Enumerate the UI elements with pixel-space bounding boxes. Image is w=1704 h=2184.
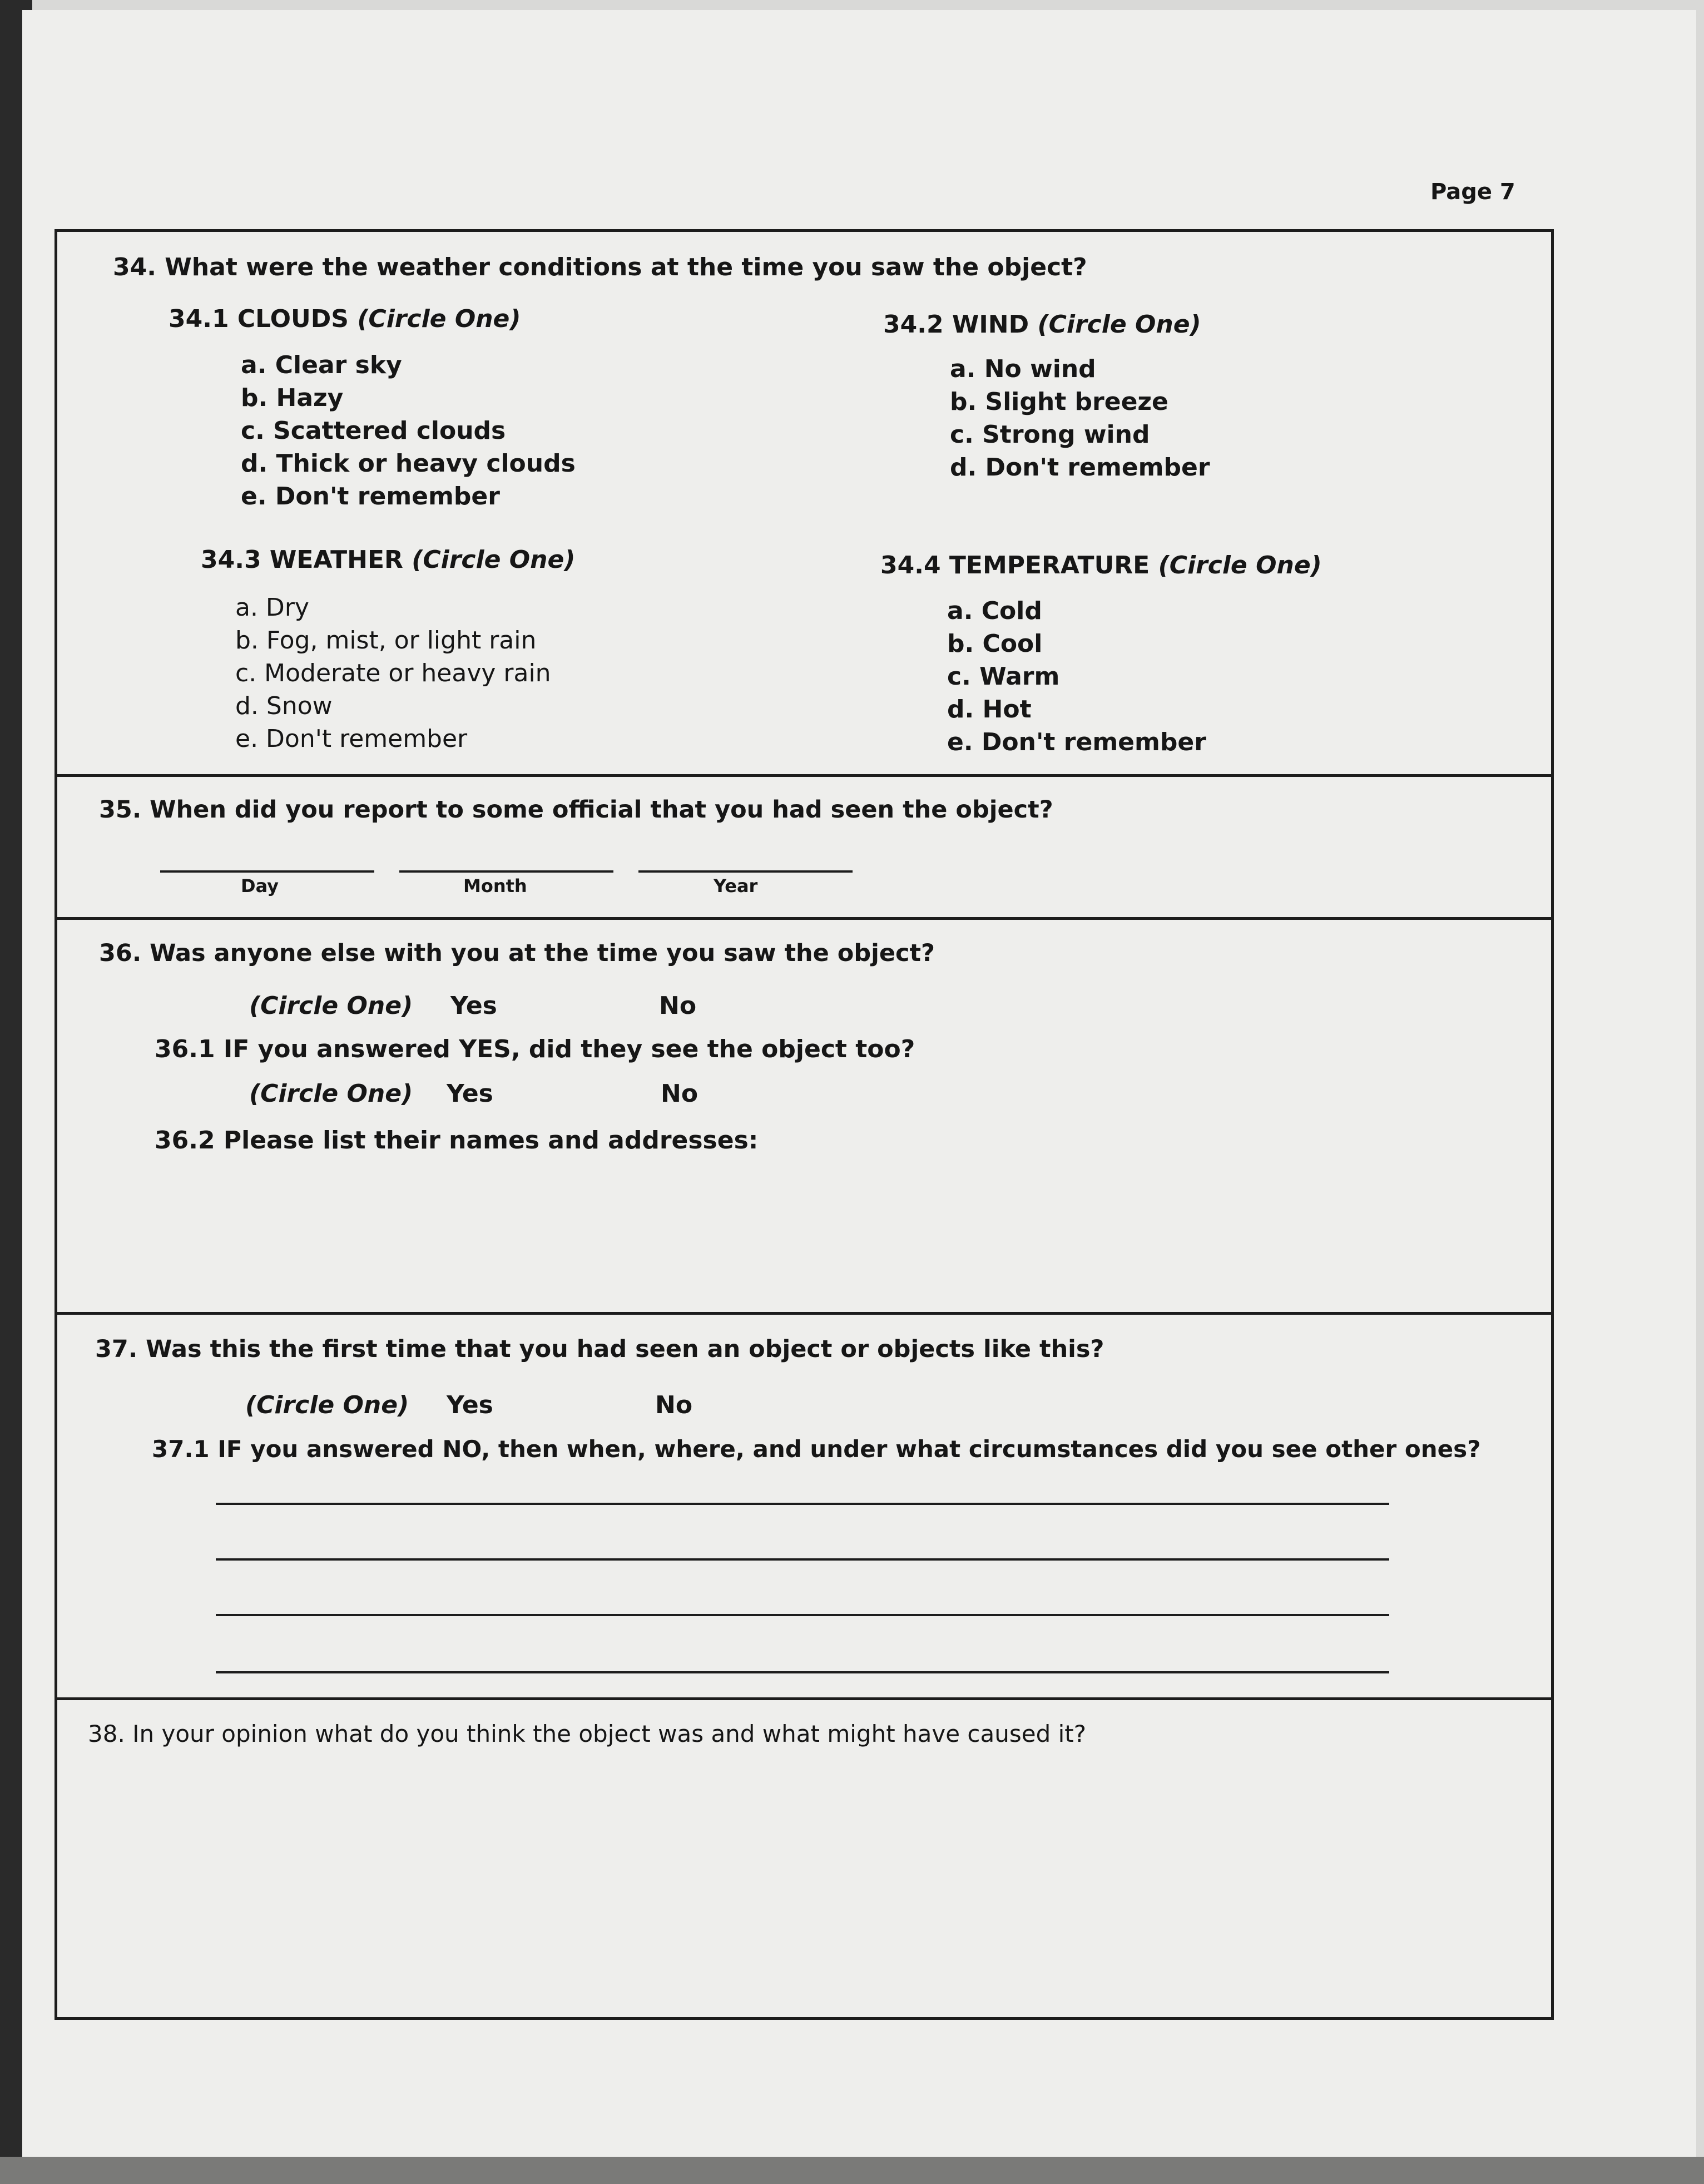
- q34-wind-heading: [883, 310, 1201, 339]
- q36-1-circle-instruction: (Circle One): [249, 1079, 413, 1108]
- q36-2-question: 36.2 Please list their names and addresses:: [155, 1126, 759, 1155]
- wind-option-d[interactable]: d. Don't remember: [950, 453, 1210, 482]
- weather-option-a[interactable]: a. Dry: [235, 593, 309, 622]
- q38-answer-area[interactable]: [68, 1767, 1537, 2000]
- weather-option-b[interactable]: b. Fog, mist, or light rain: [235, 626, 537, 655]
- report-month-field[interactable]: [399, 870, 613, 873]
- report-day-field[interactable]: [160, 870, 374, 873]
- q34-clouds-heading: [169, 307, 521, 331]
- scan-bottom-edge: [0, 2157, 1704, 2184]
- divider-35-36: [57, 917, 1551, 920]
- q37-1-answer-line-3[interactable]: [216, 1614, 1389, 1616]
- year-label: Year: [714, 875, 758, 897]
- q34-temperature-heading: [880, 553, 1322, 578]
- weather-option-d[interactable]: d. Snow: [235, 692, 333, 720]
- temperature-option-e[interactable]: e. Don't remember: [947, 728, 1206, 756]
- wind-option-b[interactable]: b. Slight breeze: [950, 388, 1168, 416]
- q38-question: 38. In your opinion what do you think the object was and what might have caused it?: [88, 1720, 1087, 1747]
- questionnaire-form: [55, 229, 1554, 2020]
- q34-weather-instruction: (Circle One): [412, 546, 576, 574]
- q36-1-yes-option[interactable]: Yes: [447, 1079, 493, 1108]
- q35-question: 35. When did you report to some official that you had seen the object?: [99, 796, 1053, 824]
- report-year-field[interactable]: [638, 870, 853, 873]
- divider-37-38: [57, 1697, 1551, 1700]
- weather-option-c[interactable]: c. Moderate or heavy rain: [235, 659, 551, 687]
- q34-weather-title: 34.3 WEATHER: [201, 546, 403, 574]
- q37-circle-instruction: (Circle One): [245, 1391, 409, 1419]
- clouds-option-a[interactable]: a. Clear sky: [241, 351, 402, 379]
- divider-36-37: [57, 1312, 1551, 1315]
- weather-option-e[interactable]: e. Don't remember: [235, 725, 468, 753]
- temperature-option-a[interactable]: a. Cold: [947, 597, 1042, 625]
- q34-temperature-title: 34.4 TEMPERATURE: [880, 551, 1150, 580]
- q36-circle-instruction: (Circle One): [249, 992, 413, 1020]
- page-number: Page 7: [1430, 179, 1515, 205]
- q34-wind-title: 34.2 WIND: [883, 310, 1029, 339]
- temperature-option-d[interactable]: d. Hot: [947, 695, 1032, 724]
- q37-yes-option[interactable]: Yes: [447, 1391, 493, 1419]
- temperature-option-b[interactable]: b. Cool: [947, 630, 1043, 658]
- q37-no-option[interactable]: No: [655, 1391, 693, 1419]
- q37-1-answer-line-2[interactable]: [216, 1558, 1389, 1561]
- month-label: Month: [463, 875, 527, 897]
- q34-question: 34. What were the weather conditions at the time you saw the object?: [113, 253, 1087, 281]
- temperature-option-c[interactable]: c. Warm: [947, 662, 1060, 691]
- q37-question: 37. Was this the first time that you had seen an object or objects like this?: [95, 1335, 1104, 1363]
- q36-1-no-option[interactable]: No: [661, 1079, 699, 1108]
- q34-wind-instruction: (Circle One): [1037, 310, 1201, 339]
- day-label: Day: [241, 875, 279, 897]
- q36-question: 36. Was anyone else with you at the time you saw the object?: [99, 939, 935, 967]
- clouds-option-e[interactable]: e. Don't remember: [241, 482, 500, 511]
- q37-1-answer-line-1[interactable]: [216, 1503, 1389, 1505]
- q36-no-option[interactable]: No: [659, 992, 697, 1020]
- q34-clouds-instruction: (Circle One): [357, 305, 521, 333]
- divider-34-35: [57, 774, 1551, 777]
- clouds-option-c[interactable]: c. Scattered clouds: [241, 417, 506, 445]
- wind-option-a[interactable]: a. No wind: [950, 355, 1096, 383]
- q36-1-question: 36.1 IF you answered YES, did they see the object too?: [155, 1035, 915, 1063]
- q37-1-question: 37.1 IF you answered NO, then when, where, and under what circumstances did you see other ones?: [152, 1435, 1481, 1463]
- wind-option-c[interactable]: c. Strong wind: [950, 420, 1150, 449]
- clouds-option-b[interactable]: b. Hazy: [241, 384, 344, 412]
- q34-temperature-instruction: (Circle One): [1158, 551, 1322, 580]
- clouds-option-d[interactable]: d. Thick or heavy clouds: [241, 449, 576, 478]
- q36-yes-option[interactable]: Yes: [450, 992, 497, 1020]
- q34-clouds-title: 34.1 CLOUDS: [169, 305, 349, 333]
- q34-weather-heading: [201, 548, 575, 572]
- q37-1-answer-line-4[interactable]: [216, 1671, 1389, 1673]
